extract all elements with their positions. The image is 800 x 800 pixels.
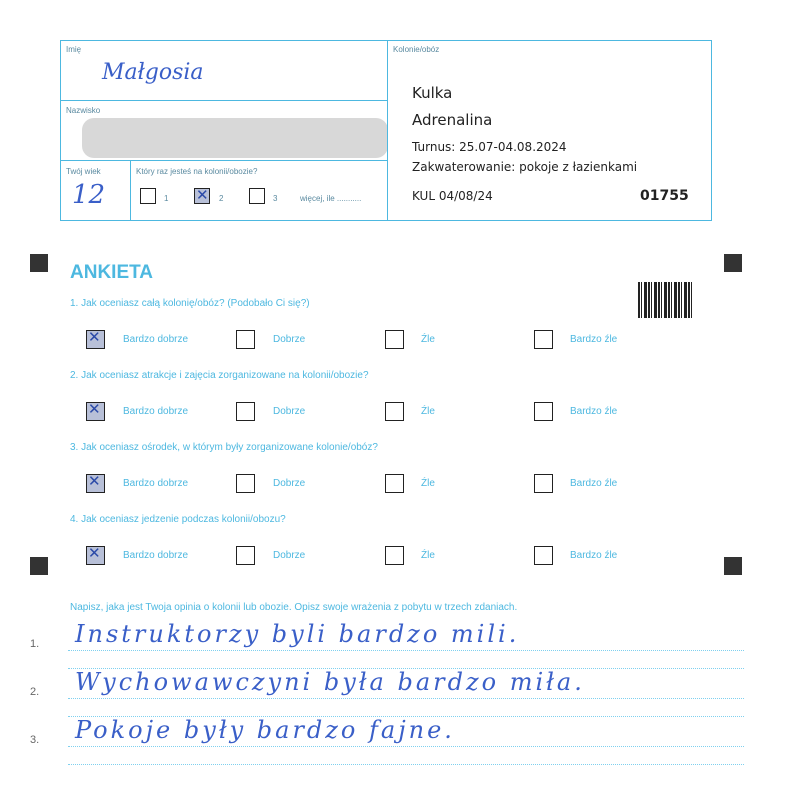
rating-checkbox[interactable] [236, 546, 255, 565]
camp-name: Kulka [412, 84, 453, 102]
camp-program: Adrenalina [412, 111, 493, 129]
rating-checkbox[interactable] [534, 474, 553, 493]
handwritten-answer: Wychowawczyni była bardzo miła. [75, 668, 585, 696]
times-option-3: 3 [273, 194, 278, 203]
age-value: 12 [72, 180, 106, 210]
rating-option-label: Źle [421, 550, 435, 561]
dotted-line [68, 764, 744, 765]
rating-checkbox[interactable] [86, 330, 105, 349]
rating-option-label: Źle [421, 478, 435, 489]
camp-code: KUL 04/08/24 [412, 189, 493, 203]
question-text: 2. Jak oceniasz atrakcje i zajęcia zorganizowane na kolonii/obozie? [70, 370, 369, 381]
rating-checkbox[interactable] [86, 474, 105, 493]
divider [60, 160, 388, 161]
rating-checkbox[interactable] [385, 474, 404, 493]
rating-option-label: Bardzo dobrze [123, 406, 189, 417]
rating-checkbox[interactable] [86, 546, 105, 565]
line-number: 2. [30, 686, 40, 698]
registration-marker [30, 254, 48, 272]
times-more-label: więcej, ile ........... [300, 194, 362, 203]
divider [60, 100, 388, 101]
rating-checkbox[interactable] [534, 330, 553, 349]
registration-marker [724, 254, 742, 272]
rating-option-label: Bardzo źle [570, 550, 618, 561]
dotted-line [68, 746, 744, 747]
dotted-line [68, 698, 744, 699]
rating-option-label: Bardzo źle [570, 478, 618, 489]
turnus-text: Turnus: 25.07-04.08.2024 [412, 140, 567, 154]
rating-option-label: Dobrze [273, 550, 306, 561]
survey-title: ANKIETA [70, 262, 154, 283]
times-checkbox-3[interactable] [249, 188, 265, 204]
times-checkbox-1[interactable] [140, 188, 156, 204]
times-option-2: 2 [219, 194, 224, 203]
dotted-line [68, 650, 744, 651]
rating-option-label: Bardzo źle [570, 406, 618, 417]
question-text: 4. Jak oceniasz jedzenie podczas kolonii/obozu? [70, 514, 286, 525]
opinion-prompt: Napisz, jaka jest Twoja opinia o kolonii lub obozie. Opisz swoje wrażenia z pobytu w trzech zdaniach. [70, 602, 518, 613]
divider [130, 160, 131, 221]
rating-option-label: Bardzo dobrze [123, 550, 189, 561]
barcode [638, 282, 694, 318]
rating-option-label: Bardzo dobrze [123, 478, 189, 489]
rating-checkbox[interactable] [236, 402, 255, 421]
rating-checkbox[interactable] [385, 330, 404, 349]
accommodation-text: Zakwaterowanie: pokoje z łazienkami [412, 160, 638, 174]
registration-marker [30, 557, 48, 575]
rating-option-label: Bardzo źle [570, 334, 618, 345]
name-value: Małgosia [102, 60, 204, 85]
camp-label: Kolonie/obóz [393, 45, 440, 54]
rating-option-label: Dobrze [273, 334, 306, 345]
rating-checkbox[interactable] [236, 330, 255, 349]
rating-option-label: Źle [421, 406, 435, 417]
times-checkbox-2[interactable] [194, 188, 210, 204]
rating-checkbox[interactable] [385, 402, 404, 421]
name-label: Imię [66, 45, 82, 54]
rating-checkbox[interactable] [86, 402, 105, 421]
handwritten-answer: Pokoje były bardzo fajne. [75, 716, 455, 744]
surname-label: Nazwisko [66, 106, 101, 115]
rating-checkbox[interactable] [236, 474, 255, 493]
rating-option-label: Dobrze [273, 478, 306, 489]
rating-option-label: Dobrze [273, 406, 306, 417]
times-label: Który raz jesteś na kolonii/obozie? [136, 167, 258, 176]
question-text: 3. Jak oceniasz ośrodek, w którym były zorganizowane kolonie/obóz? [70, 442, 378, 453]
line-number: 1. [30, 638, 40, 650]
registration-marker [724, 557, 742, 575]
question-text: 1. Jak oceniasz całą kolonię/obóz? (Podobało Ci się?) [70, 298, 310, 309]
handwritten-answer: Instruktorzy byli bardzo mili. [75, 620, 520, 648]
times-option-1: 1 [164, 194, 169, 203]
age-label: Twój wiek [66, 167, 101, 176]
line-number: 3. [30, 734, 40, 746]
rating-checkbox[interactable] [534, 402, 553, 421]
rating-checkbox[interactable] [534, 546, 553, 565]
form-number: 01755 [640, 188, 689, 204]
rating-checkbox[interactable] [385, 546, 404, 565]
surname-redaction [82, 118, 388, 158]
rating-option-label: Źle [421, 334, 435, 345]
rating-option-label: Bardzo dobrze [123, 334, 189, 345]
